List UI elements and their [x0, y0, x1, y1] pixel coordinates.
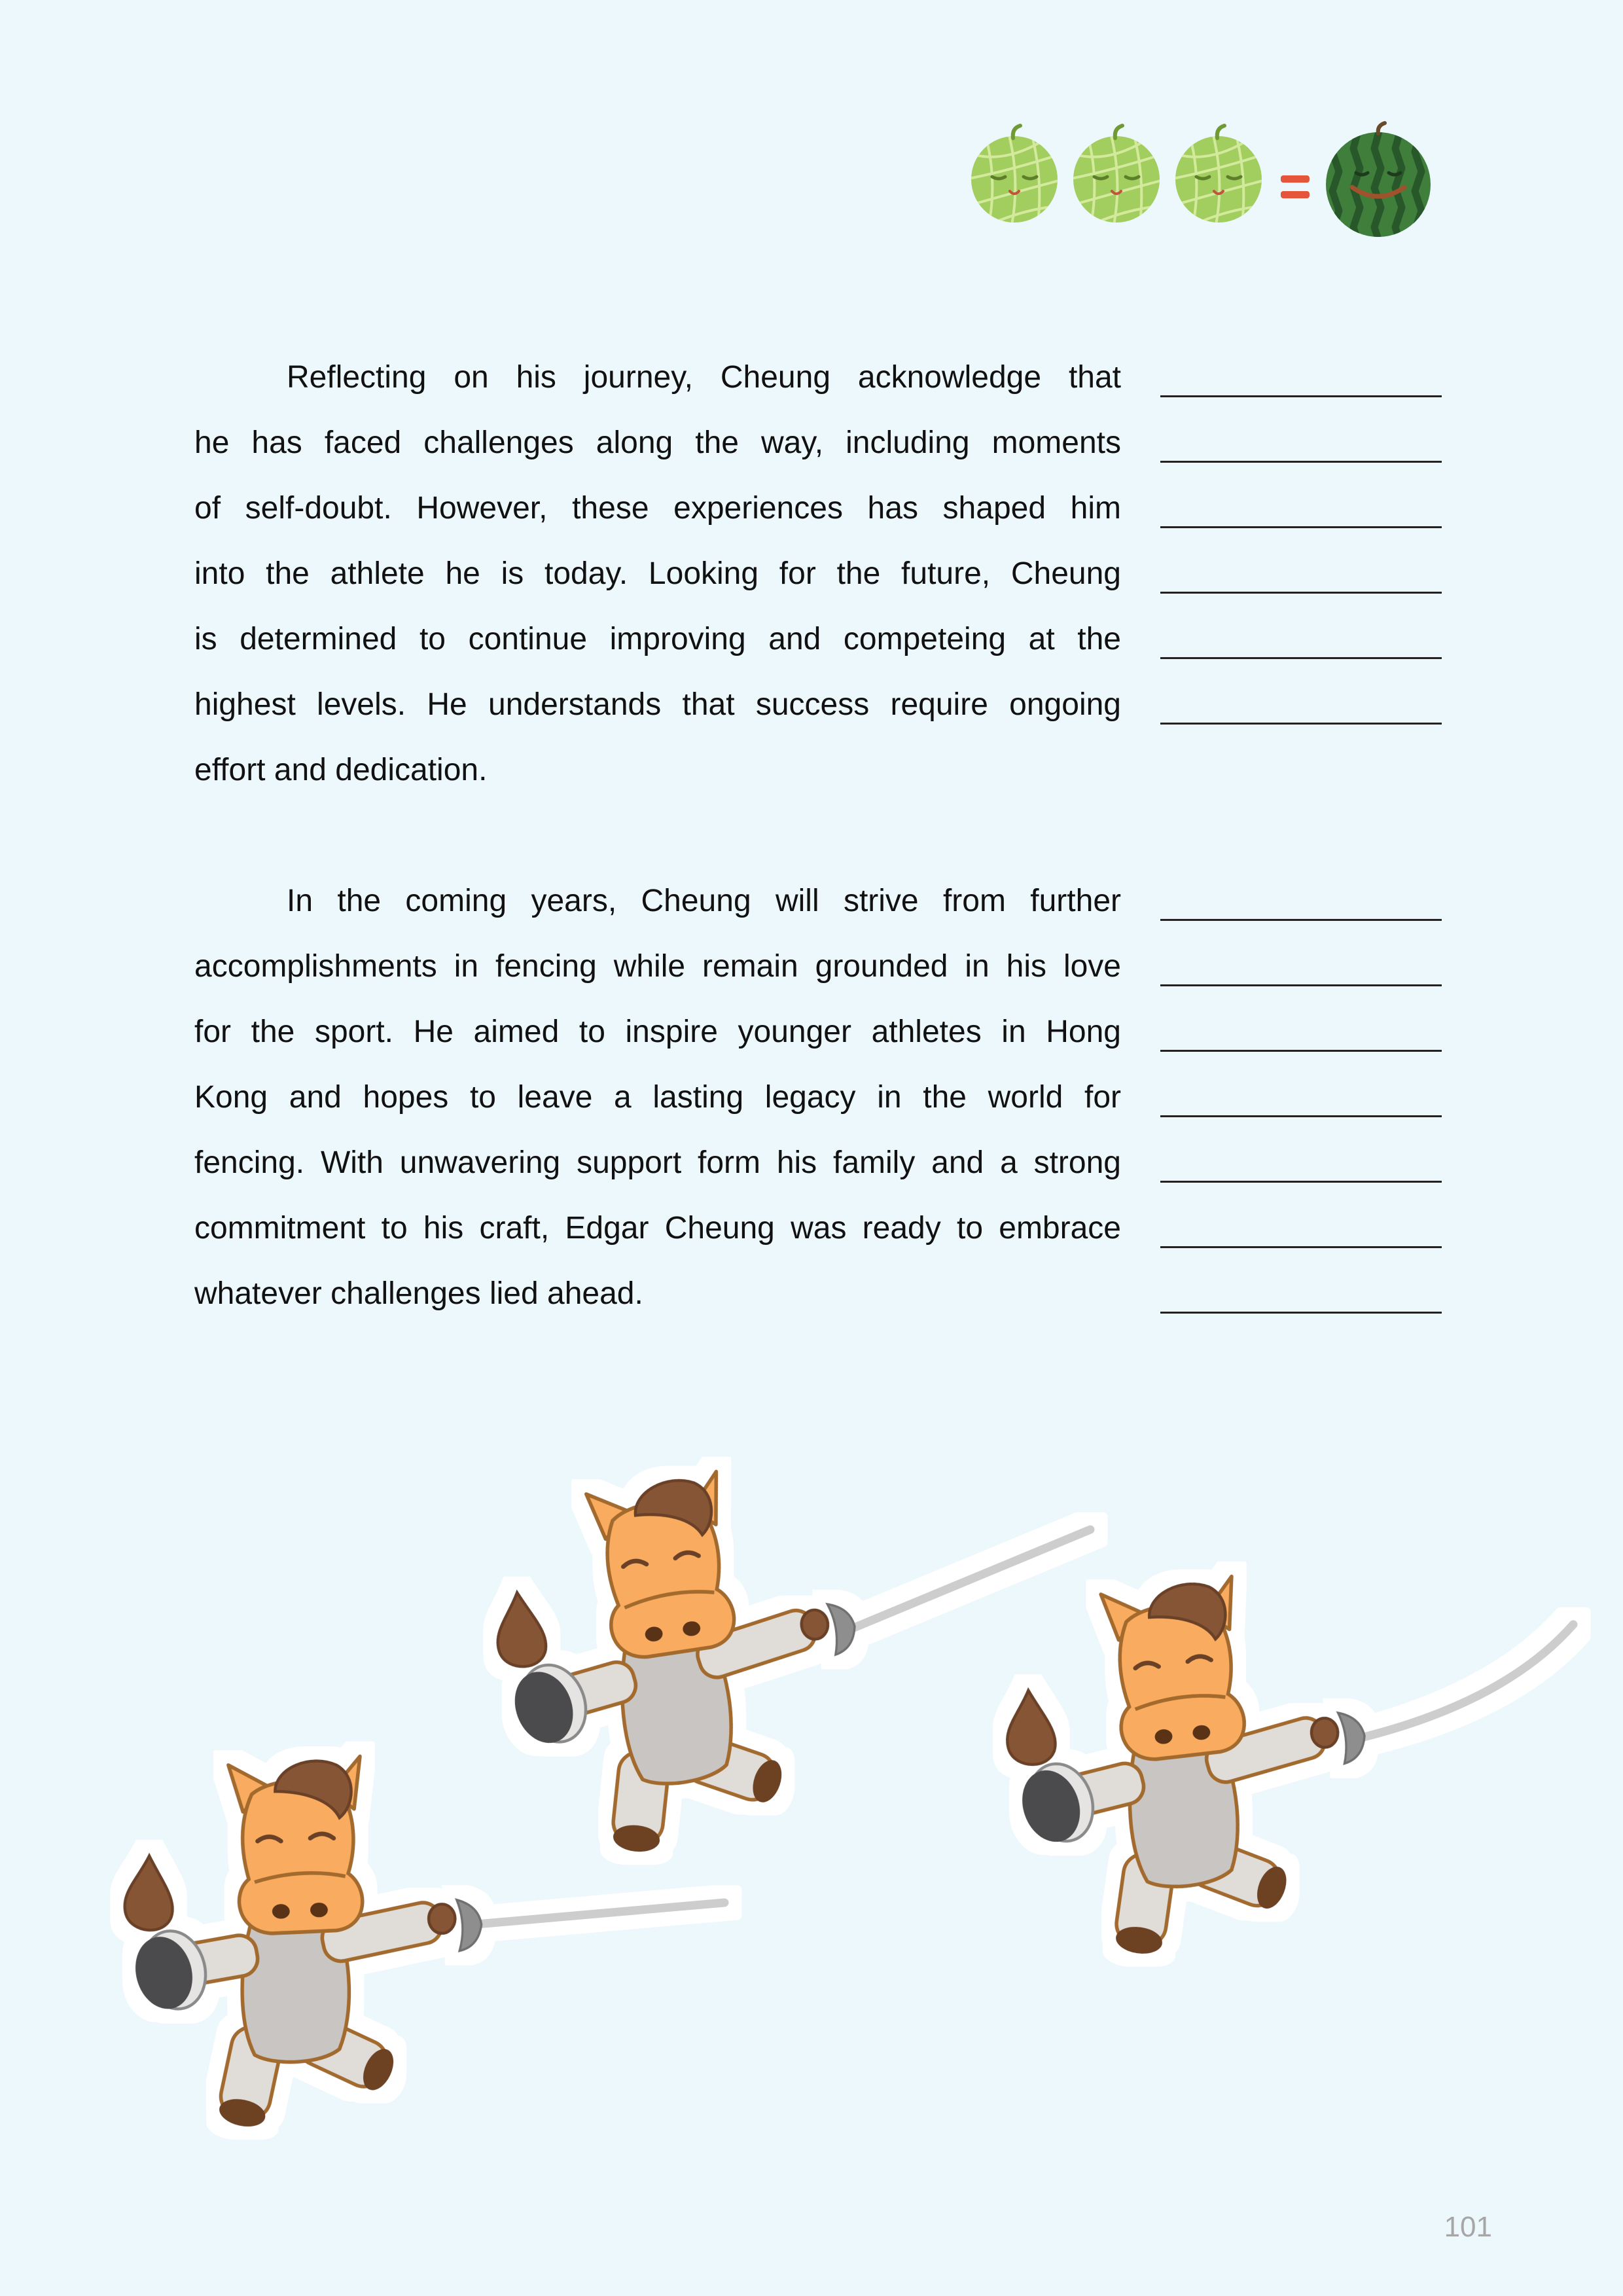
- fencing-horse-icon: [482, 1459, 1090, 1869]
- equals-icon: [1281, 175, 1310, 198]
- answer-cell: [1160, 410, 1442, 476]
- text-row: [194, 607, 1442, 672]
- melon-equation: [955, 118, 1453, 249]
- paragraph-line: for the sport. He aimed to inspire younger athletes in Hong: [194, 1014, 1121, 1049]
- answer-cell: [1160, 934, 1442, 999]
- fencing-horse-icon: [997, 1568, 1573, 1967]
- answer-blank[interactable]: [1160, 437, 1442, 463]
- answer-blank[interactable]: [1160, 698, 1442, 725]
- paragraph-1: [194, 345, 1442, 803]
- text-row: [194, 345, 1442, 410]
- paragraph-line: Kong and hopes to leave a lasting legacy in the world for: [194, 1080, 1121, 1115]
- text-row: [194, 869, 1442, 934]
- answer-blank[interactable]: [1160, 960, 1442, 986]
- text-row: [194, 999, 1442, 1065]
- melon-icon: [1169, 126, 1268, 228]
- answer-blank[interactable]: [1160, 567, 1442, 594]
- answer-cell: [1160, 476, 1442, 541]
- text-row: [194, 1130, 1442, 1196]
- paragraph-line: In the coming years, Cheung will strive from further: [287, 884, 1121, 918]
- answer-blank[interactable]: [1160, 895, 1442, 921]
- answer-cell: [1160, 541, 1442, 607]
- paragraph-line: Reflecting on his journey, Cheung acknowledge that: [287, 360, 1121, 395]
- answer-cell: [1160, 345, 1442, 410]
- answer-cell: [1160, 1196, 1442, 1261]
- melon-icon: [965, 126, 1063, 228]
- paragraph-line: fencing. With unwavering support form his family and a strong: [194, 1145, 1121, 1180]
- text-row: [194, 1196, 1442, 1261]
- fencing-illustration: [0, 1407, 1623, 2206]
- paragraph-line: into the athlete he is today. Looking for the future, Cheung: [194, 556, 1121, 591]
- paragraph-line: highest levels. He understands that success require ongoing: [194, 687, 1121, 722]
- paragraph-line: of self-doubt. However, these experiences has shaped him: [194, 491, 1121, 526]
- paragraph-line: he has faced challenges along the way, including moments: [194, 425, 1121, 460]
- text-row: [194, 672, 1442, 738]
- answer-blank[interactable]: [1160, 633, 1442, 659]
- answer-cell: [1160, 1130, 1442, 1196]
- paragraph-line: whatever challenges lied ahead.: [194, 1276, 643, 1311]
- answer-blank[interactable]: [1160, 502, 1442, 528]
- paragraph-line: is determined to continue improving and competeing at the: [194, 622, 1121, 656]
- answer-blank[interactable]: [1160, 1222, 1442, 1248]
- answer-cell: [1160, 1065, 1442, 1130]
- text-row: [194, 476, 1442, 541]
- answer-cell: [1160, 672, 1442, 738]
- answer-blank[interactable]: [1160, 1157, 1442, 1183]
- answer-blank[interactable]: [1160, 1287, 1442, 1314]
- melon-icon: [1067, 126, 1166, 228]
- answer-cell: [1160, 1261, 1442, 1327]
- text-row: [194, 1065, 1442, 1130]
- text-row: [194, 1261, 1442, 1327]
- watermelon-icon: [1326, 123, 1431, 243]
- answer-cell: [1160, 869, 1442, 934]
- page-number: 101: [1444, 2211, 1492, 2243]
- paragraph-line: effort and dedication.: [194, 753, 488, 787]
- text-row: [194, 934, 1442, 999]
- answer-blank[interactable]: [1160, 1091, 1442, 1117]
- paragraph-2: [194, 869, 1442, 1327]
- answer-cell: [1160, 607, 1442, 672]
- text-row: [194, 541, 1442, 607]
- paragraph-line: commitment to his craft, Edgar Cheung was ready to embrace: [194, 1211, 1121, 1246]
- text-row: [194, 410, 1442, 476]
- answer-blank[interactable]: [1160, 1026, 1442, 1052]
- answer-cell: [1160, 999, 1442, 1065]
- text-row: [194, 738, 1442, 803]
- answer-blank[interactable]: [1160, 371, 1442, 397]
- paragraph-line: accomplishments in fencing while remain grounded in his love: [194, 949, 1121, 984]
